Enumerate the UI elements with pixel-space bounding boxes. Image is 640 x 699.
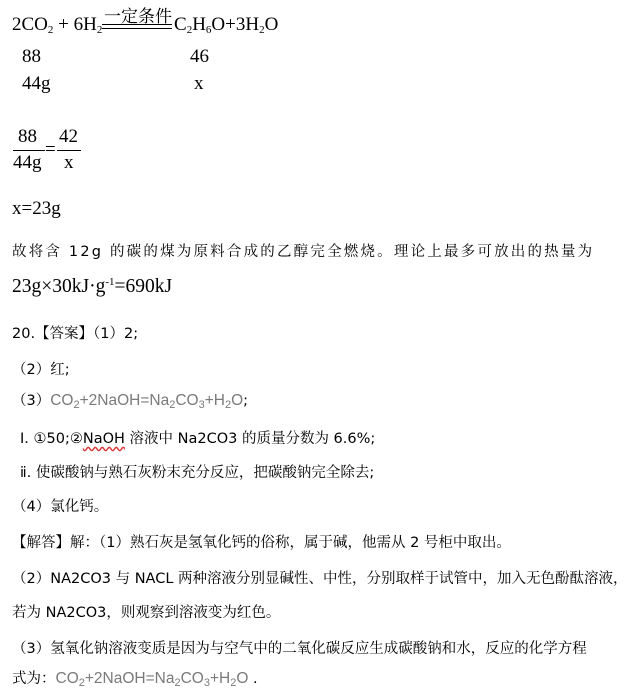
eq-co: CO xyxy=(50,392,74,409)
result-x: x=23g xyxy=(12,198,61,219)
answer-i-prefix: Ⅰ. ①50;② xyxy=(20,431,83,447)
subscript: 2 xyxy=(73,399,80,411)
subscript: 2 xyxy=(47,24,54,36)
analysis-1: 【解答】解：（1）熟石灰是氢氧化钙的俗称，属于碱，他需从 2 号柜中取出。 xyxy=(12,535,511,551)
ratio-right-unknown: x xyxy=(194,73,204,94)
reactant-co2: 2CO xyxy=(12,14,48,35)
analysis-3b-suffix: . xyxy=(248,671,258,687)
analysis-2b: 若为 NA2CO3，则观察到溶液变为红色。 xyxy=(12,605,281,621)
eq-naoh-na: +2NaOH=Na xyxy=(84,670,175,687)
answer-heading: 20.【答案】（1）2; xyxy=(12,326,139,342)
answer-ii: ⅱ. 使碳酸钠与熟石灰粉末充分反应，把碳酸钠完全除去; xyxy=(20,465,375,481)
subscript: 2 xyxy=(78,677,85,689)
answer-3 xyxy=(12,389,248,410)
subscript: 2 xyxy=(169,399,176,411)
reactant-h2: + 6H xyxy=(53,14,97,35)
eq-h: +H xyxy=(209,670,231,687)
heat-calculation xyxy=(12,276,172,298)
product-rest: O+3H xyxy=(211,14,260,35)
answer-3-prefix: （3） xyxy=(12,393,51,409)
eq-h: +H xyxy=(204,392,225,409)
equation-reactants xyxy=(12,14,102,36)
fraction-right-numerator: 42 xyxy=(59,126,78,147)
answer-i xyxy=(20,427,375,448)
eq-o: O xyxy=(236,670,249,687)
analysis-3b xyxy=(12,667,258,688)
fraction-right-bar xyxy=(57,150,81,151)
subscript: 2 xyxy=(96,24,103,36)
eq-naoh-na: +2NaOH=Na xyxy=(79,392,170,409)
analysis-3a: （3）氢氧化钠溶液变质是因为与空气中的二氧化碳反应生成碳酸钠和水，反应的化学方程 xyxy=(12,641,587,657)
fraction-left-bar xyxy=(13,150,45,151)
eq-co3: CO xyxy=(175,392,199,409)
heat-calc-part1: 23g×30kJ·g xyxy=(12,276,106,297)
subscript: 6 xyxy=(205,24,212,36)
subscript: 2 xyxy=(186,24,193,36)
product-h: H xyxy=(192,14,206,35)
eq-co3: CO xyxy=(180,670,204,687)
answer-i-rest: 溶液中 Na2CO3 的质量分数为 6.6%; xyxy=(124,431,376,447)
analysis-3b-prefix: 式为： xyxy=(12,671,56,687)
answer-3-equation xyxy=(50,392,243,409)
analysis-2a: （2）NA2CO3 与 NACL 两种溶液分别显碱性、中性，分别取样于试管中，加入无色酚酞溶液， xyxy=(12,571,628,587)
equation-arrow-line-top xyxy=(102,24,172,25)
subscript: 2 xyxy=(224,399,232,411)
heat-calc-part2: =690kJ xyxy=(114,276,173,297)
ratio-left-mass: 88 xyxy=(22,46,41,67)
fraction-left-denominator: 44g xyxy=(13,152,42,173)
fraction-right-denominator: x xyxy=(64,152,74,173)
subscript: 3 xyxy=(203,677,210,689)
product-c: C xyxy=(174,14,187,35)
analysis-3b-equation xyxy=(56,670,249,687)
subscript: 2 xyxy=(230,677,237,689)
ratio-right-mass: 46 xyxy=(190,46,209,67)
conclusion-text: 故将含 12g 的碳的煤为原料合成的乙醇完全燃烧。理论上最多可放出的热量为 xyxy=(12,244,595,260)
eq-o: O xyxy=(231,392,244,409)
answer-2: （2）红; xyxy=(12,362,70,378)
answer-4: （4）氯化钙。 xyxy=(12,499,109,515)
equation-arrow-line-bottom xyxy=(102,28,172,29)
ratio-left-given: 44g xyxy=(22,73,51,94)
product-end: O xyxy=(264,14,279,35)
fraction-equals: = xyxy=(45,139,56,160)
equation-products xyxy=(174,14,278,36)
subscript: 2 xyxy=(174,677,181,689)
naoh-spellcheck: NaOH xyxy=(82,431,125,447)
reaction-condition: 一定条件 xyxy=(104,7,172,27)
superscript: -1 xyxy=(105,276,115,288)
fraction-left-numerator: 88 xyxy=(18,126,37,147)
answer-3-suffix: ; xyxy=(243,393,249,409)
subscript: 3 xyxy=(198,399,205,411)
subscript: 2 xyxy=(259,24,265,36)
eq-co: CO xyxy=(55,670,79,687)
